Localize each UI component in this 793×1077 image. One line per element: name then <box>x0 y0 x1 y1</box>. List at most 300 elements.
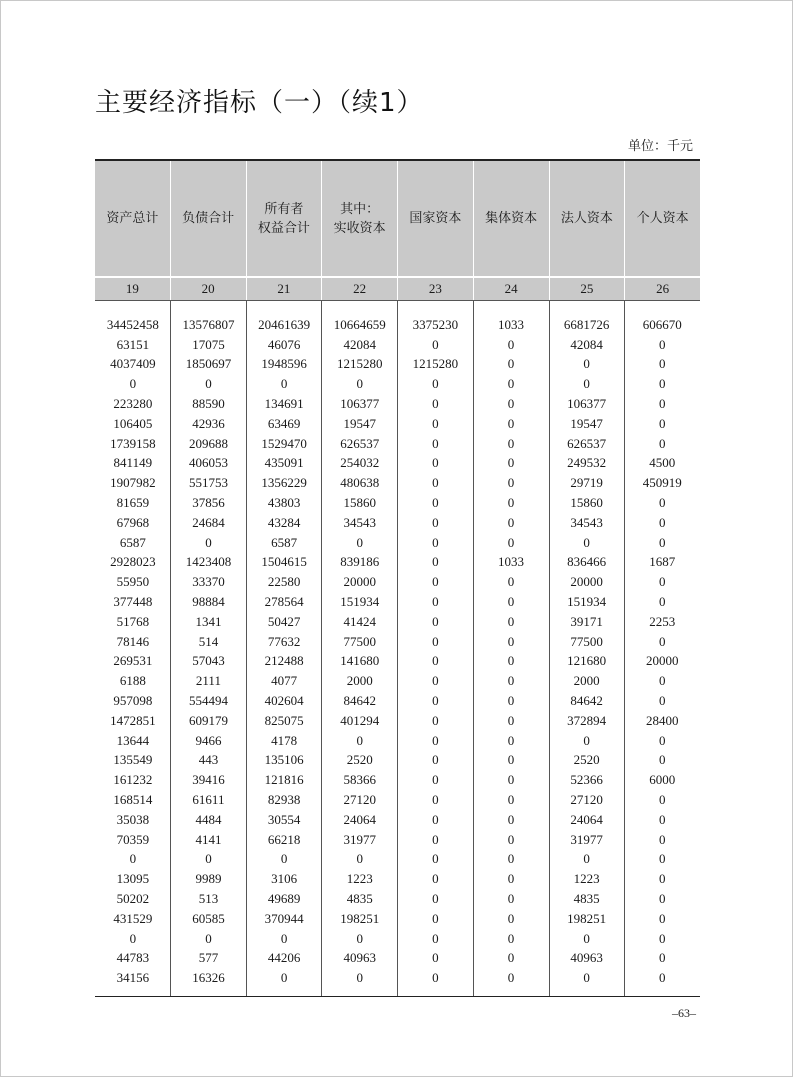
table-cell: 0 <box>432 455 439 471</box>
table-cell: 0 <box>507 594 515 610</box>
table-cell: 1423408 <box>185 554 232 570</box>
unit-label: 单位：千元 <box>628 139 694 154</box>
table-cell: 4037409 <box>110 356 156 372</box>
column-header: 负债合计 <box>170 161 246 276</box>
table-cell: 0 <box>583 930 590 946</box>
table-cell: 66218 <box>267 831 301 847</box>
table-cell: 0 <box>658 594 666 610</box>
table-cell: 0 <box>432 693 439 709</box>
column-number: 26 <box>624 278 700 300</box>
table-cell: 34543 <box>570 514 603 530</box>
table-cell: 0 <box>507 534 515 550</box>
table-row <box>95 770 700 790</box>
table-cell: 4500 <box>649 455 676 471</box>
table-cell: 30554 <box>267 811 301 827</box>
table-cell: 168514 <box>113 792 153 808</box>
table-cell: 0 <box>432 495 439 511</box>
table-cell: 606670 <box>642 316 682 332</box>
table-cell: 13644 <box>116 732 150 748</box>
table-cell: 0 <box>280 851 288 867</box>
table-cell: 0 <box>658 792 666 808</box>
data-table <box>95 159 700 997</box>
table-cell: 0 <box>432 673 439 689</box>
table-cell: 0 <box>658 910 666 926</box>
table-cell: 77500 <box>343 633 376 649</box>
table-cell: 0 <box>205 930 212 946</box>
table-cell: 98884 <box>192 594 225 610</box>
table-cell: 0 <box>432 831 439 847</box>
table-cell: 40963 <box>343 950 376 966</box>
table-cell: 0 <box>432 811 439 827</box>
table-cell: 0 <box>583 970 590 986</box>
table-cell: 19547 <box>570 415 603 431</box>
table-cell: 4835 <box>346 891 373 906</box>
table-row <box>95 929 700 949</box>
column-header: 所有者 权益合计 <box>246 161 322 276</box>
table-cell: 0 <box>432 851 439 867</box>
table-cell: 1223 <box>346 871 373 887</box>
table-body <box>95 301 700 997</box>
table-cell: 34156 <box>116 970 150 986</box>
table-cell: 6587 <box>119 534 146 550</box>
table-cell: 0 <box>658 633 666 649</box>
table-cell: 43803 <box>267 495 301 511</box>
table-cell: 825075 <box>264 712 304 728</box>
table-cell: 60585 <box>192 910 225 926</box>
table-cell: 13095 <box>116 871 150 887</box>
table-row <box>95 810 700 830</box>
table-cell: 0 <box>356 930 363 946</box>
table-cell: 61611 <box>192 792 225 808</box>
table-cell: 77500 <box>570 633 603 649</box>
table-row <box>95 572 700 592</box>
table-cell: 1948596 <box>261 356 307 372</box>
column-header: 个人资本 <box>624 161 700 276</box>
table-cell: 0 <box>658 950 666 966</box>
table-cell: 609179 <box>188 712 228 728</box>
table-cell: 1341 <box>195 613 222 629</box>
table-cell: 24064 <box>343 811 376 827</box>
column-header: 资产总计 <box>106 211 159 226</box>
table-cell: 44783 <box>116 950 150 966</box>
column-header: 其中： 实收资本 <box>321 161 397 276</box>
column-number: 24 <box>473 278 549 300</box>
table-cell: 0 <box>432 891 439 906</box>
table-cell: 269531 <box>113 653 153 669</box>
table-cell: 0 <box>280 930 288 946</box>
table-cell: 0 <box>507 712 515 728</box>
table-cell: 84642 <box>570 693 603 709</box>
table-cell: 39416 <box>192 772 225 788</box>
table-cell: 6188 <box>119 673 146 689</box>
table-cell: 0 <box>432 950 439 966</box>
table-cell: 20000 <box>645 653 679 669</box>
table-cell: 0 <box>507 752 515 768</box>
table-cell: 106377 <box>567 396 607 412</box>
table-cell: 50427 <box>267 613 301 629</box>
table-cell: 0 <box>432 554 439 570</box>
table-cell: 0 <box>432 613 439 629</box>
column-header: 国家资本 <box>397 161 473 276</box>
table-row <box>95 652 700 672</box>
page-title: 主要经济指标（一）（续1） <box>95 88 424 118</box>
table-cell: 0 <box>507 772 515 788</box>
table-cell: 513 <box>198 891 219 906</box>
table-cell: 9989 <box>195 871 222 887</box>
table-cell: 10664659 <box>333 316 386 332</box>
table-cell: 0 <box>432 970 439 986</box>
table-cell: 0 <box>432 871 439 887</box>
table-cell: 6587 <box>271 534 298 550</box>
table-cell: 0 <box>507 415 515 431</box>
table-cell: 0 <box>432 752 439 768</box>
table-cell: 0 <box>583 376 590 392</box>
table-cell: 278564 <box>264 594 304 610</box>
table-cell: 0 <box>658 574 666 590</box>
table-cell: 0 <box>432 336 439 352</box>
table-cell: 402604 <box>264 693 304 709</box>
table-cell: 0 <box>658 415 666 431</box>
table-cell: 1223 <box>573 871 600 887</box>
table-cell: 577 <box>198 950 219 966</box>
table-cell: 0 <box>658 495 666 511</box>
table-cell: 63151 <box>116 336 150 352</box>
table-cell: 0 <box>658 851 666 867</box>
table-cell: 106377 <box>340 396 380 412</box>
column-header: 法人资本 <box>549 161 625 276</box>
table-cell: 2928023 <box>110 554 156 570</box>
table-cell: 0 <box>432 930 439 946</box>
table-cell: 0 <box>583 356 590 372</box>
table-cell: 24064 <box>570 811 603 827</box>
table-cell: 0 <box>205 851 212 867</box>
table-cell: 0 <box>129 851 137 867</box>
table-cell: 212488 <box>264 653 304 669</box>
table-cell: 254032 <box>340 455 380 471</box>
table-cell: 0 <box>507 950 515 966</box>
table-cell: 480638 <box>340 475 380 491</box>
table-row <box>95 315 700 335</box>
table-cell: 2000 <box>573 673 600 689</box>
table-cell: 135106 <box>264 752 304 768</box>
table-cell: 1033 <box>497 316 524 332</box>
table-cell: 839186 <box>340 554 380 570</box>
table-cell: 198251 <box>567 910 607 926</box>
table-row <box>95 513 700 533</box>
table-cell: 554494 <box>188 693 228 709</box>
table-cell: 1529470 <box>261 435 307 451</box>
table-cell: 49689 <box>267 891 301 906</box>
table-cell: 0 <box>658 930 666 946</box>
table-row <box>95 553 700 573</box>
table-row <box>95 335 700 355</box>
table-cell: 0 <box>658 891 666 906</box>
table-row <box>95 949 700 969</box>
table-cell: 33370 <box>192 574 225 590</box>
table-row <box>95 394 700 414</box>
table-cell: 0 <box>658 871 666 887</box>
table-cell: 0 <box>356 732 363 748</box>
table-row <box>95 414 700 434</box>
table-cell: 0 <box>507 336 515 352</box>
table-row <box>95 909 700 929</box>
column-header: 集体资本 <box>473 161 549 276</box>
table-cell: 0 <box>432 534 439 550</box>
table-cell: 0 <box>507 356 515 372</box>
table-cell: 401294 <box>340 712 380 728</box>
table-cell: 15860 <box>343 495 376 511</box>
table-row <box>95 592 700 612</box>
table-cell: 4835 <box>573 891 600 906</box>
table-row <box>95 493 700 513</box>
table-cell: 3375230 <box>412 316 459 332</box>
table-row <box>95 454 700 474</box>
table-row <box>95 751 700 771</box>
table-cell: 0 <box>507 871 515 887</box>
table-cell: 0 <box>129 376 137 392</box>
table-cell: 42084 <box>343 336 376 352</box>
table-row <box>95 473 700 493</box>
table-cell: 37856 <box>192 495 225 511</box>
table-cell: 141680 <box>340 653 380 669</box>
table-cell: 223280 <box>113 396 153 412</box>
table-cell: 77632 <box>267 633 301 649</box>
table-cell: 78146 <box>116 633 150 649</box>
table-row <box>95 968 700 988</box>
table-cell: 0 <box>432 574 439 590</box>
table-cell: 0 <box>205 376 212 392</box>
table-cell: 0 <box>507 514 515 530</box>
table-cell: 1033 <box>497 554 524 570</box>
table-cell: 34452458 <box>106 316 159 332</box>
table-cell: 44206 <box>267 950 301 966</box>
table-cell: 209688 <box>188 435 228 451</box>
table-cell: 406053 <box>188 455 228 471</box>
table-cell: 2111 <box>195 673 221 689</box>
table-cell: 15860 <box>570 495 603 511</box>
table-row <box>95 850 700 870</box>
table-cell: 0 <box>658 732 666 748</box>
table-cell: 134691 <box>264 396 304 412</box>
table-cell: 626537 <box>340 435 380 451</box>
table-cell: 0 <box>583 732 590 748</box>
table-cell: 1215280 <box>412 356 459 372</box>
table-row <box>95 869 700 889</box>
table-cell: 0 <box>432 633 439 649</box>
table-cell: 0 <box>583 851 590 867</box>
table-cell: 0 <box>507 811 515 827</box>
table-row <box>95 671 700 691</box>
table-cell: 0 <box>658 752 666 768</box>
table-row <box>95 889 700 909</box>
table-cell: 0 <box>280 970 288 986</box>
table-cell: 43284 <box>267 514 301 530</box>
table-cell: 0 <box>432 514 439 530</box>
table-cell: 514 <box>198 633 219 649</box>
table-cell: 13576807 <box>182 316 235 332</box>
table-cell: 0 <box>658 376 666 392</box>
table-cell: 1907982 <box>110 475 156 491</box>
table-cell: 0 <box>507 891 515 906</box>
table-cell: 151934 <box>567 594 607 610</box>
table-cell: 17075 <box>192 336 225 352</box>
table-cell: 19547 <box>343 415 376 431</box>
column-number: 21 <box>246 278 322 300</box>
table-cell: 0 <box>356 376 363 392</box>
page-number: –63– <box>672 1006 696 1020</box>
table-cell: 41424 <box>343 613 376 629</box>
table-cell: 0 <box>507 910 515 926</box>
table-cell: 957098 <box>113 693 153 709</box>
table-cell: 0 <box>432 594 439 610</box>
table-cell: 50202 <box>116 891 150 906</box>
table-cell: 443 <box>198 752 219 768</box>
table-cell: 84642 <box>343 693 376 709</box>
table-row <box>95 711 700 731</box>
table-cell: 841149 <box>113 455 153 471</box>
table-cell: 9466 <box>195 732 222 748</box>
table-cell: 0 <box>432 475 439 491</box>
table-cell: 0 <box>658 435 666 451</box>
column-number: 19 <box>125 281 139 296</box>
table-cell: 2000 <box>346 673 373 689</box>
table-cell: 1472851 <box>110 712 156 728</box>
table-cell: 0 <box>658 693 666 709</box>
table-cell: 0 <box>507 851 515 867</box>
table-cell: 0 <box>507 831 515 847</box>
table-cell: 20000 <box>570 574 603 590</box>
table-cell: 0 <box>583 534 590 550</box>
table-cell: 0 <box>507 574 515 590</box>
table-cell: 0 <box>507 435 515 451</box>
table-cell: 6000 <box>649 772 676 788</box>
table-cell: 551753 <box>188 475 228 491</box>
table-cell: 51768 <box>116 613 150 629</box>
table-cell: 4141 <box>195 831 222 847</box>
table-cell: 370944 <box>264 910 304 926</box>
table-cell: 1687 <box>649 554 676 570</box>
table-cell: 34543 <box>343 514 376 530</box>
table-cell: 0 <box>658 514 666 530</box>
table-cell: 249532 <box>567 455 607 471</box>
table-cell: 31977 <box>570 831 603 847</box>
table-cell: 88590 <box>192 396 225 412</box>
table-row <box>95 355 700 375</box>
table-cell: 450919 <box>642 475 682 491</box>
column-number: 20 <box>170 278 246 300</box>
table-cell: 431529 <box>113 910 153 926</box>
table-cell: 46076 <box>267 336 301 352</box>
table-cell: 57043 <box>192 653 225 669</box>
table-cell: 0 <box>432 732 439 748</box>
table-cell: 0 <box>658 534 666 550</box>
table-row <box>95 731 700 751</box>
table-cell: 121816 <box>264 772 304 788</box>
table-cell: 27120 <box>343 792 376 808</box>
table-cell: 626537 <box>567 435 607 451</box>
table-cell: 39171 <box>570 613 603 629</box>
column-number: 23 <box>397 278 473 300</box>
table-cell: 0 <box>507 792 515 808</box>
table-cell: 0 <box>507 970 515 986</box>
table-cell: 0 <box>432 653 439 669</box>
table-row <box>95 533 700 553</box>
table-cell: 2253 <box>649 613 676 629</box>
table-cell: 2520 <box>573 752 600 768</box>
table-cell: 4484 <box>195 811 222 827</box>
table-cell: 0 <box>507 653 515 669</box>
table-cell: 52366 <box>570 772 603 788</box>
table-cell: 0 <box>205 534 212 550</box>
table-cell: 0 <box>658 831 666 847</box>
table-cell: 1850697 <box>185 356 232 372</box>
table-cell: 106405 <box>113 415 153 431</box>
table-cell: 151934 <box>340 594 380 610</box>
table-cell: 0 <box>507 693 515 709</box>
table-cell: 161232 <box>113 772 153 788</box>
table-header <box>95 161 700 276</box>
table-row <box>95 830 700 850</box>
table-cell: 27120 <box>570 792 603 808</box>
table-cell: 0 <box>658 396 666 412</box>
table-cell: 40963 <box>570 950 603 966</box>
table-cell: 0 <box>507 613 515 629</box>
table-cell: 4178 <box>271 732 298 748</box>
table-row <box>95 612 700 632</box>
table-cell: 0 <box>432 792 439 808</box>
table-cell: 24684 <box>192 514 225 530</box>
table-cell: 42084 <box>570 336 603 352</box>
table-cell: 1504615 <box>261 554 307 570</box>
table-cell: 0 <box>129 930 137 946</box>
table-row <box>95 691 700 711</box>
table-cell: 1739158 <box>110 435 156 451</box>
table-cell: 0 <box>507 455 515 471</box>
table-cell: 81659 <box>116 495 150 511</box>
table-cell: 0 <box>432 712 439 728</box>
table-cell: 0 <box>507 376 515 392</box>
table-cell: 20461639 <box>258 316 311 332</box>
table-cell: 35038 <box>116 811 150 827</box>
table-cell: 70359 <box>116 831 150 847</box>
table-cell: 0 <box>432 415 439 431</box>
table-cell: 0 <box>356 970 363 986</box>
table-cell: 0 <box>658 811 666 827</box>
table-cell: 2520 <box>346 752 373 768</box>
table-cell: 6681726 <box>563 316 610 332</box>
table-cell: 0 <box>356 851 363 867</box>
table-cell: 22580 <box>267 574 301 590</box>
table-cell: 0 <box>658 336 666 352</box>
table-cell: 58366 <box>343 772 376 788</box>
table-cell: 0 <box>658 673 666 689</box>
table-cell: 29719 <box>570 475 603 491</box>
table-cell: 0 <box>507 396 515 412</box>
table-cell: 16326 <box>192 970 225 986</box>
table-cell: 63469 <box>267 415 301 431</box>
table-cell: 377448 <box>113 594 153 610</box>
table-cell: 4077 <box>271 673 298 689</box>
table-cell: 0 <box>507 495 515 511</box>
table-cell: 0 <box>507 930 515 946</box>
table-cell: 0 <box>507 633 515 649</box>
table-cell: 435091 <box>264 455 304 471</box>
table-cell: 0 <box>432 772 439 788</box>
table-cell: 31977 <box>343 831 376 847</box>
table-cell: 0 <box>507 475 515 491</box>
table-cell: 0 <box>507 732 515 748</box>
table-cell: 0 <box>658 356 666 372</box>
